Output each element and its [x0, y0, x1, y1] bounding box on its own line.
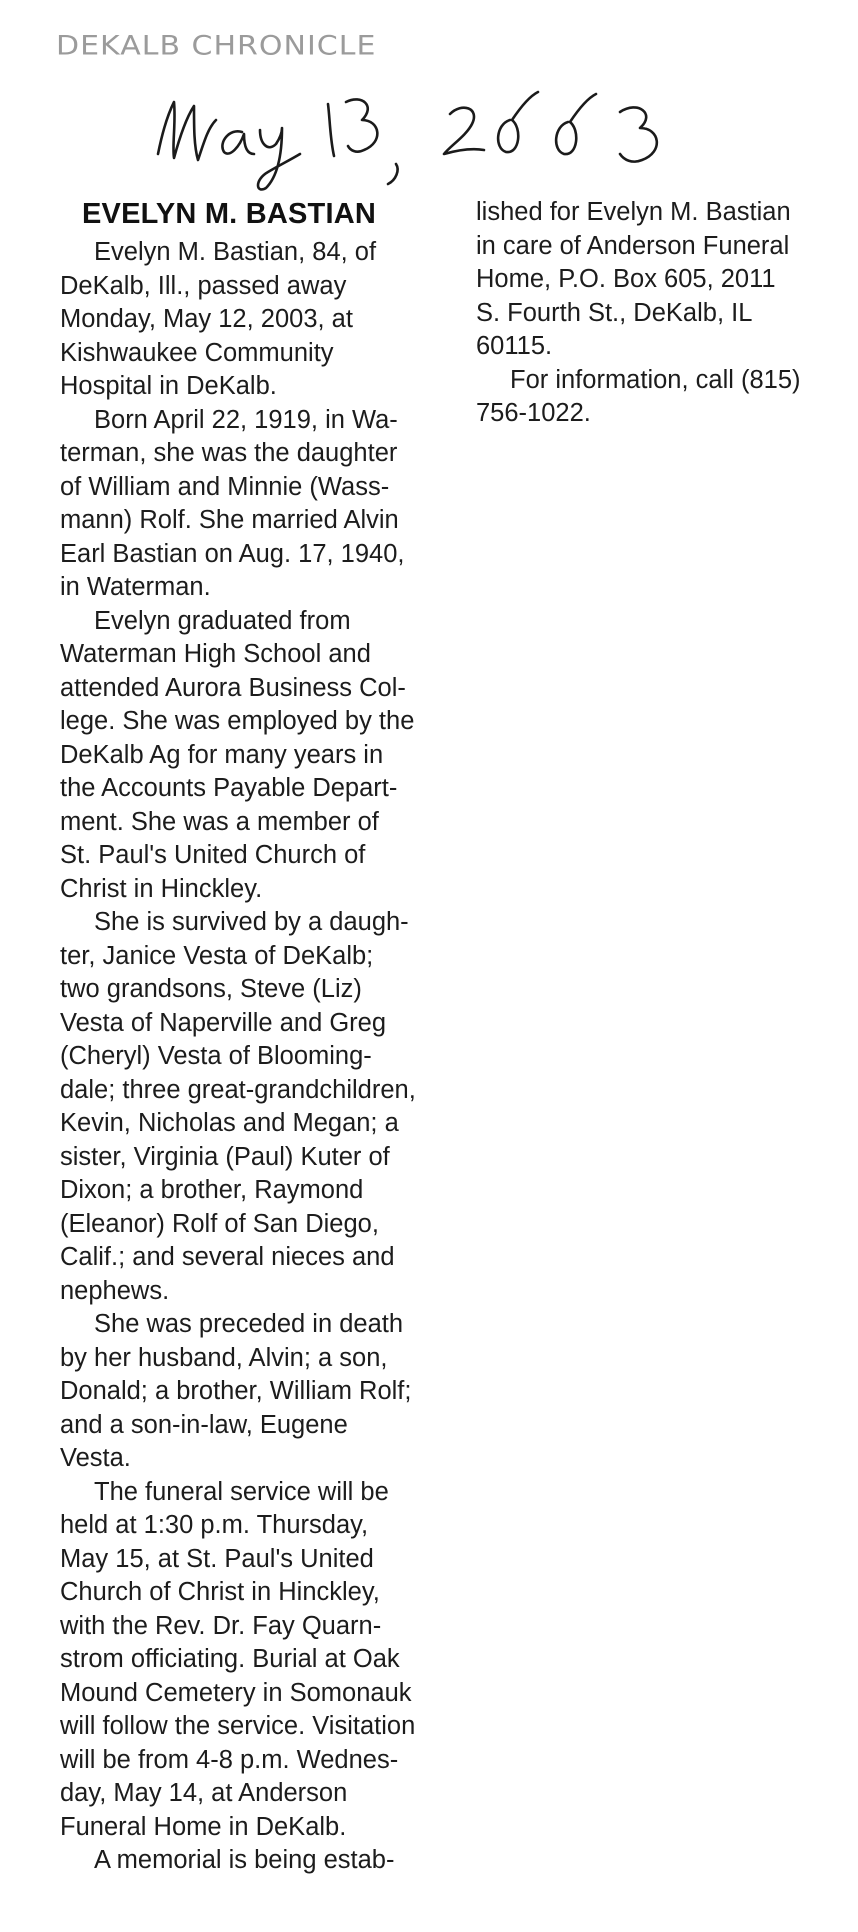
left-column	[60, 196, 448, 1878]
text-line: 60115.	[476, 332, 553, 360]
text-line: with the Rev. Dr. Fay Quarn-	[60, 1611, 382, 1640]
text-line: (Cheryl) Vesta of Blooming-	[60, 1042, 372, 1070]
text-line: Hospital in DeKalb.	[60, 372, 277, 400]
text-line: Kevin, Nicholas and Megan; a	[60, 1109, 399, 1137]
newspaper-name-stamp: DEKALB CHRONICLE	[56, 30, 377, 62]
text-line: (Eleanor) Rolf of San Diego,	[60, 1209, 379, 1238]
text-line: two grandsons, Steve (Liz)	[60, 975, 362, 1003]
obituary-paragraph	[60, 605, 448, 907]
text-line: Vesta of Naperville and Greg	[60, 1008, 387, 1037]
text-line: held at 1:30 p.m. Thursday,	[60, 1511, 369, 1539]
text-line: Evelyn M. Bastian, 84, of	[94, 238, 377, 266]
text-line: Mound Cemetery in Somonauk	[60, 1678, 412, 1707]
text-line: She was preceded in death	[94, 1310, 404, 1338]
text-line: Donald; a brother, William Rolf;	[60, 1377, 412, 1405]
text-line: Calif.; and several nieces and	[60, 1243, 395, 1271]
obituary-headline: EVELYN M. BASTIAN	[82, 198, 376, 230]
text-line: ter, Janice Vesta of DeKalb;	[60, 941, 374, 970]
obituary-paragraph	[60, 404, 448, 605]
text-line: The funeral service will be	[94, 1477, 389, 1506]
text-line: of William and Minnie (Wass-	[60, 472, 390, 501]
text-line: will be from 4-8 p.m. Wednes-	[60, 1745, 399, 1774]
text-line: the Accounts Payable Depart-	[60, 774, 398, 802]
obituary-paragraph	[60, 236, 448, 404]
text-line: Earl Bastian on Aug. 17, 1940,	[60, 539, 405, 568]
text-line: ment. She was a member of	[60, 807, 379, 836]
text-line: May 15, at St. Paul's United	[60, 1544, 374, 1573]
obituary-paragraph	[60, 1476, 448, 1845]
obituary-paragraph	[60, 1308, 448, 1476]
text-line: Kishwaukee Community	[60, 338, 334, 367]
right-column	[476, 196, 848, 431]
text-line: sister, Virginia (Paul) Kuter of	[60, 1142, 390, 1171]
left-column-paragraphs	[60, 236, 448, 1878]
text-line: St. Paul's United Church of	[60, 841, 366, 869]
text-line: will follow the service. Visitation	[60, 1712, 416, 1740]
text-line: S. Fourth St., DeKalb, IL	[476, 298, 753, 327]
text-line: lished for Evelyn M. Bastian	[476, 198, 791, 226]
text-line: dale; three great-grandchildren,	[60, 1075, 416, 1104]
text-line: in Waterman.	[60, 573, 211, 601]
text-line: lege. She was employed by the	[60, 707, 415, 735]
text-line: in care of Anderson Funeral	[476, 231, 790, 260]
text-line: Waterman High School and	[60, 640, 371, 668]
text-line: nephews.	[60, 1276, 170, 1305]
text-line: 756-1022.	[476, 399, 591, 427]
right-column-paragraphs	[476, 364, 848, 431]
obituary-paragraph	[60, 1844, 448, 1878]
text-line: DeKalb Ag for many years in	[60, 740, 384, 769]
text-line: mann) Rolf. She married Alvin	[60, 506, 399, 534]
text-line: For information, call (815)	[510, 365, 801, 394]
obituary-paragraph	[476, 364, 848, 431]
obituary-paragraph	[60, 906, 448, 1308]
text-line: Dixon; a brother, Raymond	[60, 1176, 364, 1204]
text-line: Church of Christ in Hinckley,	[60, 1578, 380, 1606]
text-line: DeKalb, Ill., passed away	[60, 271, 347, 300]
continued-paragraph	[476, 196, 848, 364]
text-line: Home, P.O. Box 605, 2011	[476, 265, 776, 293]
handwritten-date	[150, 84, 710, 194]
text-line: Evelyn graduated from	[94, 606, 351, 635]
text-line: terman, she was the daughter	[60, 439, 398, 467]
text-line: She is survived by a daugh-	[94, 908, 409, 936]
text-line: Christ in Hinckley.	[60, 874, 263, 903]
text-line: Funeral Home in DeKalb.	[60, 1812, 347, 1841]
text-line: by her husband, Alvin; a son,	[60, 1343, 388, 1372]
handwritten-date-drawing	[150, 84, 710, 194]
text-line: day, May 14, at Anderson	[60, 1779, 348, 1807]
text-line: Monday, May 12, 2003, at	[60, 305, 353, 333]
text-line: Born April 22, 1919, in Wa-	[94, 405, 398, 434]
text-line: Vesta.	[60, 1444, 131, 1472]
text-line: strom officiating. Burial at Oak	[60, 1645, 400, 1673]
text-line: A memorial is being estab-	[94, 1846, 395, 1874]
text-line: and a son-in-law, Eugene	[60, 1410, 348, 1439]
text-line: attended Aurora Business Col-	[60, 673, 406, 702]
